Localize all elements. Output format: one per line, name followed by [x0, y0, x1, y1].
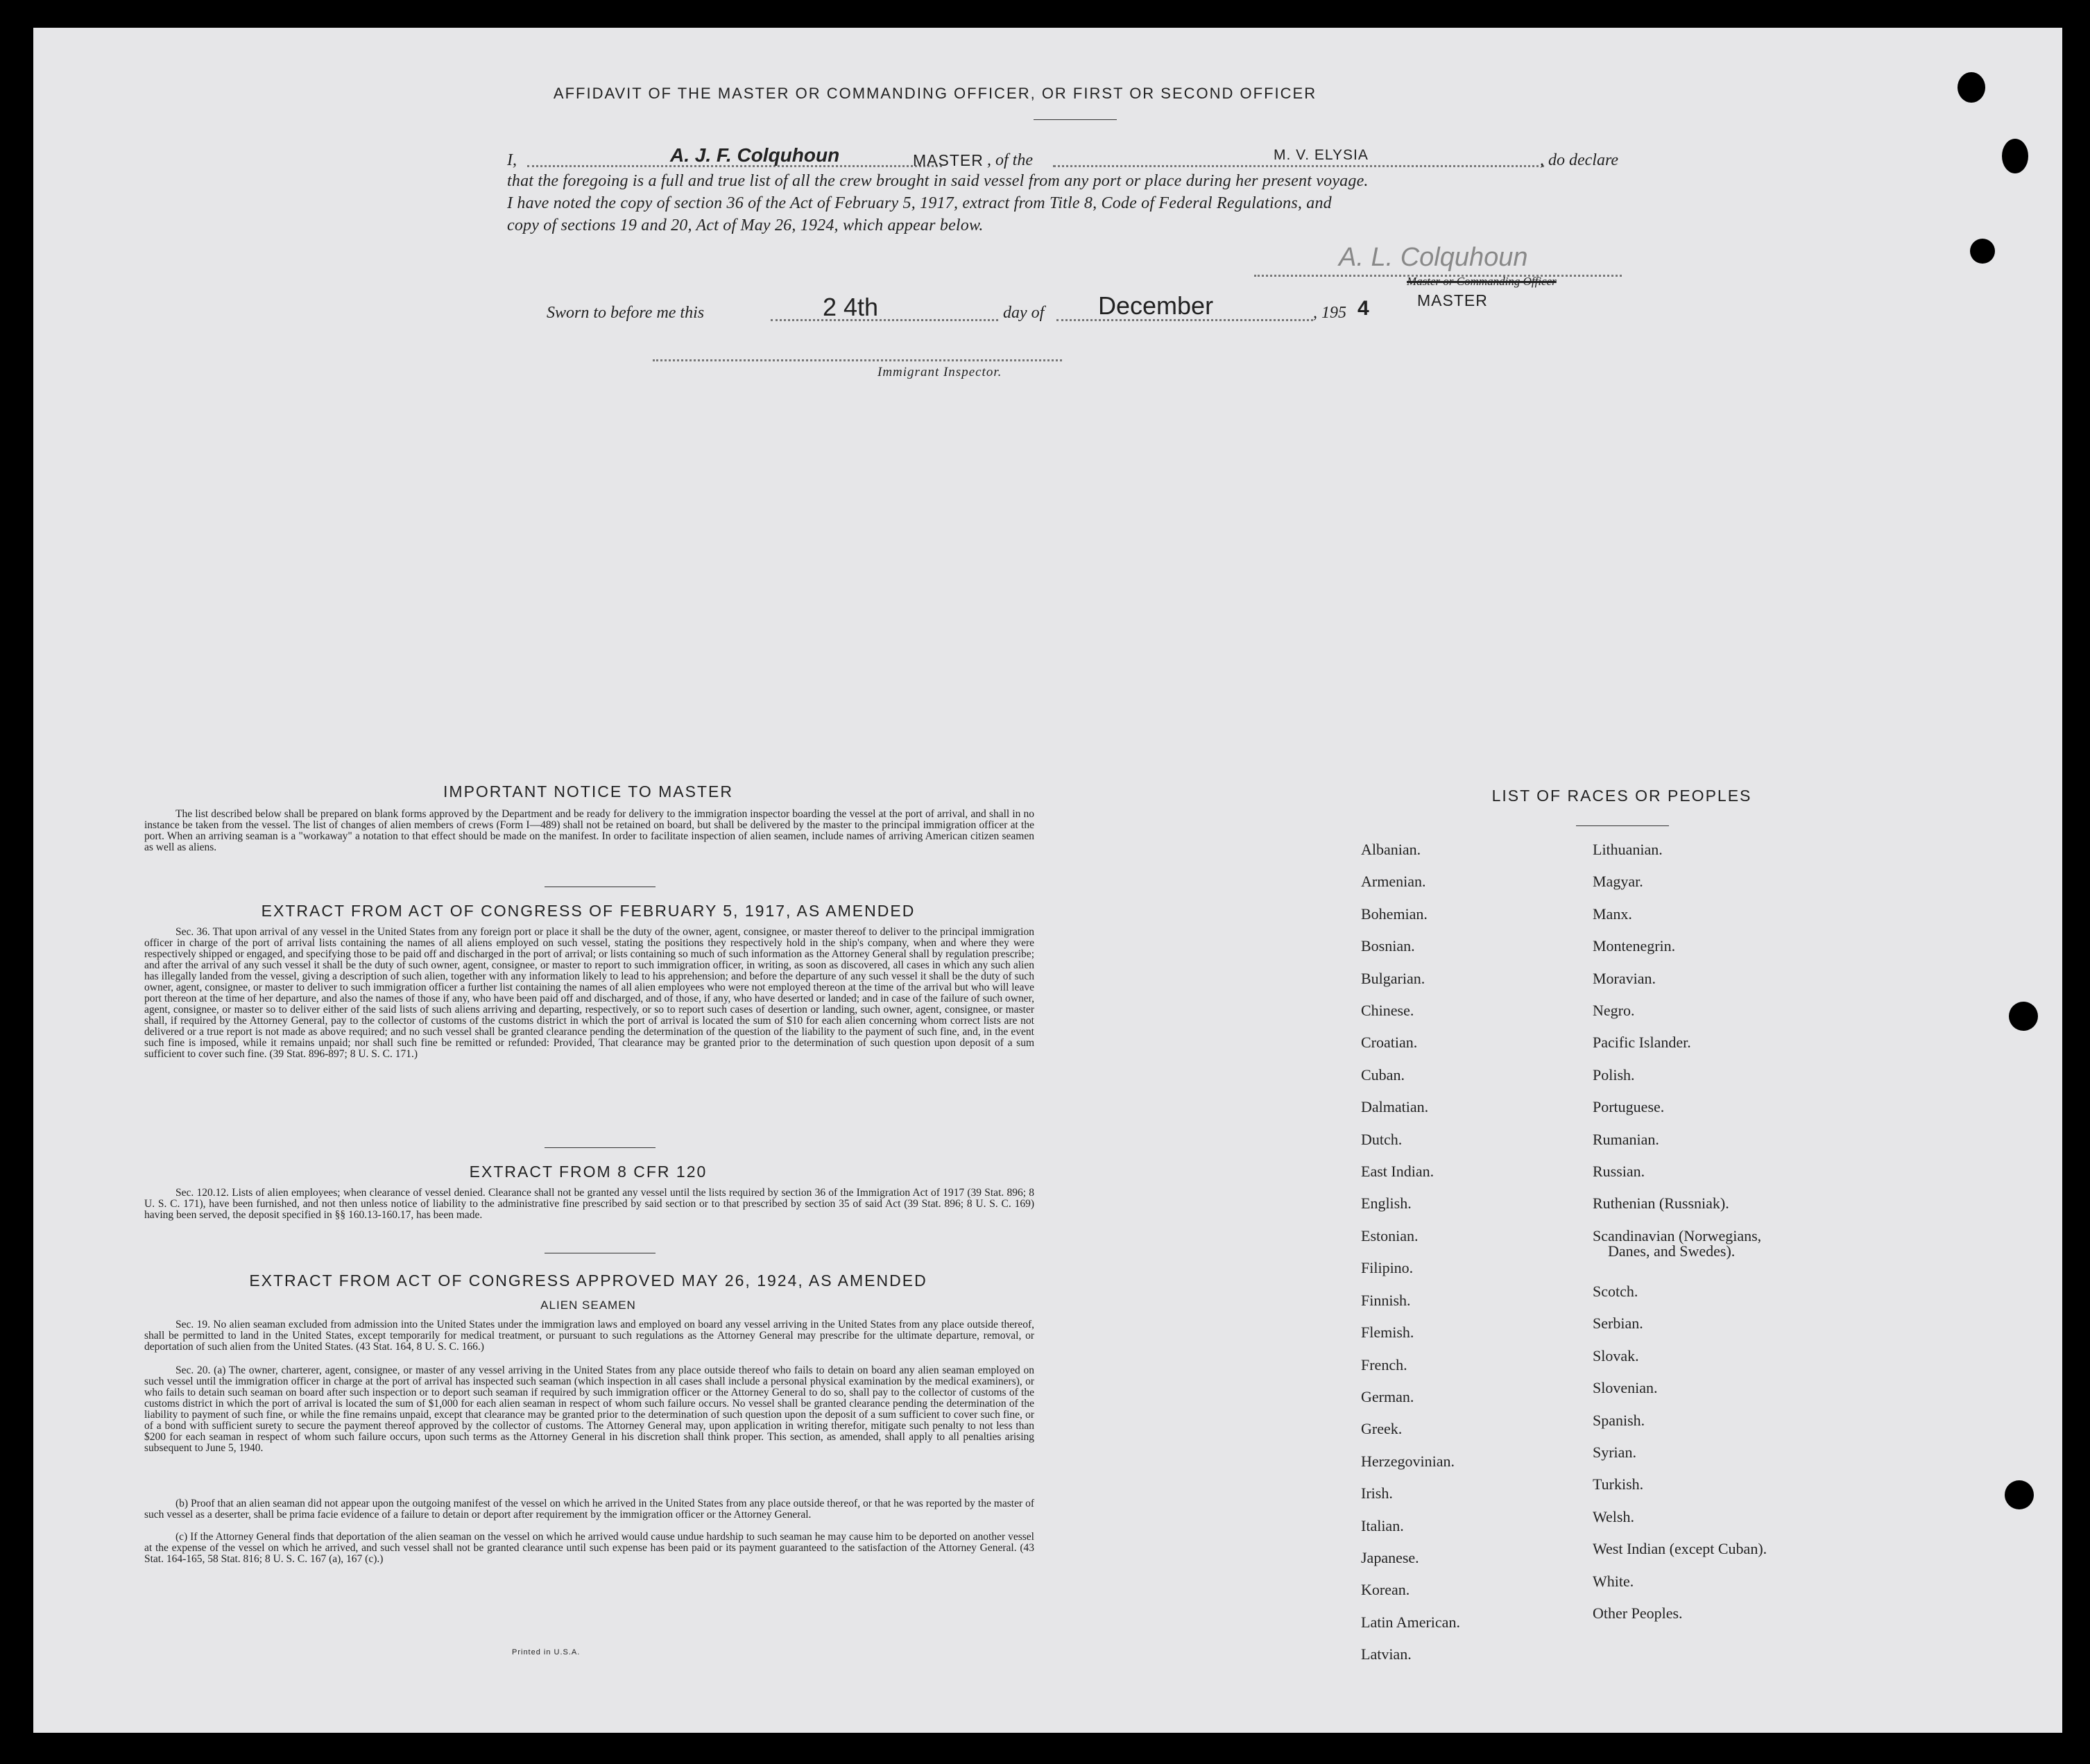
race-item: German.: [1361, 1387, 1414, 1405]
extract-1917-title: EXTRACT FROM ACT OF CONGRESS OF FEBRUARY 5, 1917, AS AMENDED: [261, 902, 916, 920]
race-item: Dalmatian.: [1361, 1098, 1429, 1116]
extract-cfr-body: Sec. 120.12. Lists of alien employees; when clearance of vessel denied. Clearance shall not be granted any vessel until the lists required by section 36 of the Immigration Act of 1917 (39 Stat. 896; 8 U. S. C. 171), have been furnished, and not then unless notice of liability to the administrative fine prescribed by said section or to that prescribed by section 35 of said Act (39 Stat. 896; 8 U. S. C. 169) having been served, the deposit specified in §§ 160.13-160.17, has been made.: [144, 1187, 1034, 1221]
race-item: French.: [1361, 1355, 1407, 1373]
race-item: Polish.: [1593, 1065, 1635, 1084]
race-item: Rumanian.: [1593, 1130, 1659, 1148]
affidavit-line-3: I have noted the copy of section 36 of the Act of February 5, 1917, extract from Title 8, Code of Federal Regulations, and: [507, 194, 1332, 212]
divider-2: [545, 1147, 656, 1148]
race-item: English.: [1361, 1194, 1412, 1213]
sworn-day: 2 4th: [823, 293, 879, 321]
extract-1924-sec20b: (b) Proof that an alien seaman did not appear upon the outgoing manifest of the vessel on which he arrived in the United States from any place outside thereof, or that he was reported by the master of such vessel as a deserter, shall be prima facie evidence of a failure to detain or deport after requirement by the immigration officer or the Attorney General.: [144, 1498, 1034, 1521]
race-item: Bohemian.: [1361, 905, 1428, 923]
race-item: Russian.: [1593, 1163, 1645, 1181]
year-prefix: , 195: [1313, 304, 1346, 322]
extract-1924-sec20c: (c) If the Attorney General finds that deportation of the alien seaman on the vessel on which he arrived would cause undue hardship to such seaman he may cause him to be deported on another vessel at the expense of the vessel on which he arrived, and such vessel shall not be granted clearance until such expense has been paid or its payment guaranteed to the satisfaction of the Attorney General. (43 Stat. 164-165, 58 Stat. 816; 8 U. S. C. 167 (a), 167 (c).): [144, 1531, 1034, 1565]
race-item: Korean.: [1361, 1581, 1410, 1599]
race-item: Latin American.: [1361, 1613, 1460, 1631]
extract-1924-subtitle: ALIEN SEAMEN: [540, 1299, 636, 1312]
affidavit-line-4: copy of sections 19 and 20, Act of May 26, 1924, which appear below.: [507, 216, 984, 234]
race-item: Montenegrin.: [1593, 937, 1676, 955]
affidavit-i-label: I,: [507, 151, 517, 169]
race-item: Pacific Islander.: [1593, 1034, 1691, 1052]
race-item: Slovak.: [1593, 1346, 1639, 1364]
race-item: Filipino.: [1361, 1259, 1414, 1277]
vessel-line: [1053, 165, 1544, 167]
race-item: Estonian.: [1361, 1226, 1419, 1244]
race-item: Slovenian.: [1593, 1379, 1658, 1397]
punch-hole-2: [2002, 139, 2028, 173]
master-name: A. J. F. Colquhoun: [670, 144, 840, 166]
year-suffix: 4: [1357, 297, 1369, 320]
master-signature: A. L. Colquhoun: [1339, 243, 1528, 272]
race-item: Japanese.: [1361, 1548, 1419, 1566]
rank-text: MASTER: [913, 151, 984, 169]
extract-cfr-title: EXTRACT FROM 8 CFR 120: [469, 1163, 708, 1181]
sworn-day-line: [771, 319, 998, 321]
notice-body: The list described below shall be prepared on blank forms approved by the Department and be ready for delivery to the immigration inspector boarding the vessel at the port of arrival, and shall in no instance be taken from the vessel. The list of changes of alien members of crews (Form I—489) shall not be retained on board, but shall be delivered by the master to the principal immigration officer at the port. When an arriving seaman is a "workaway" a notation to that effect should be made on the manifest. In order to facilitate inspection of alien seamen, include names of arriving American citizen seamen as well as aliens.: [144, 808, 1034, 853]
extract-1924-sec19: Sec. 19. No alien seaman excluded from admission into the United States under the immigration laws and employed on board any vessel arriving in the United States from any place outside thereof, shall be permitted to land in the United States, except temporarily for medical treatment, or pursuant to such regulations as the Attorney General may prescribe for the ultimate departure, removal, or deportation of such alien from the United States. (43 Stat. 164, 8 U. S. C. 166.): [144, 1319, 1034, 1353]
punch-hole-3: [1970, 239, 1995, 264]
race-item: Lithuanian.: [1593, 841, 1663, 858]
do-declare-label: , do declare: [1540, 151, 1619, 169]
race-item: Italian.: [1361, 1516, 1404, 1534]
race-item: Syrian.: [1593, 1443, 1636, 1461]
race-item: Other Peoples.: [1593, 1604, 1683, 1622]
race-item: East Indian.: [1361, 1163, 1434, 1181]
sworn-month: December: [1098, 291, 1214, 320]
printed-note: Printed in U.S.A.: [512, 1648, 581, 1656]
day-of-label: day of: [1003, 304, 1045, 322]
race-item: Latvian.: [1361, 1645, 1412, 1663]
race-item: Greek.: [1361, 1420, 1403, 1438]
affidavit-line-2: that the foregoing is a full and true list of all the crew brought in said vessel from any port or place during her present voyage.: [507, 172, 1369, 190]
race-item: Cuban.: [1361, 1065, 1405, 1084]
race-item: Spanish.: [1593, 1411, 1645, 1429]
race-item: Turkish.: [1593, 1475, 1644, 1493]
race-item: Dutch.: [1361, 1130, 1403, 1148]
race-item: Serbian.: [1593, 1315, 1643, 1333]
punch-hole-1: [1958, 72, 1985, 103]
extract-1917-body: Sec. 36. That upon arrival of any vessel in the United States from any foreign port or place it shall be the duty of the owner, agent, consignee, or master thereof to deliver to the principal immigration officer in charge of the port of arrival lists containing the names of all aliens employed on such vessel, stating the positions they respectively hold in the ship's company, when and where they were respectively shipped or engaged, and specifying those to be paid off and discharged in the port of arrival; or lists containing so much of such information as the Attorney General shall by regulation prescribe; and after the arrival of any such vessel it shall be the duty of such owner, agent, consignee, or master to report to such immigration officer, in writing, as soon as discovered, all cases in which any such alien has illegally landed from the vessel, giving a description of such alien, together with any information likely to lead to his apprehension; and before the departure of any such vessel it shall be the duty of such owner, agent, consignee, or master to deliver to such immigration officer a further list containing the names of all alien employees who were not employed thereon at the time of the arrival but who will leave port thereon at the time of her departure, and also the names of those if any, who have been paid off and discharged, and of those, if any, who have deserted or landed; and in case of the failure of such owner, agent, consignee, or master so to deliver either of the said lists of such aliens arriving and departing, respectively, or so to report such cases of desertion or landing, such owner, agent, consignee, or master shall, if required by the Attorney General, pay to the collector of customs of the customs district in which the port of arrival is located the sum of $10 for each alien concerning whom correct lists are not delivered or a true report is not made as above required; and no such vessel shall be granted clearance pending the determination of the question of the liability to the payment of such fine, and, in the event such fine is imposed, while it remains unpaid; nor shall such fine be remitted or refunded: Provided, That clearance may be granted prior to the determination of such question upon deposit of a sum sufficient to cover such fine. (39 Stat. 896-897; 8 U. S. C. 171.): [144, 926, 1034, 1060]
race-item: Scandinavian (Norwegians, Danes, and Swedes).: [1593, 1226, 1762, 1260]
races-divider: [1576, 825, 1669, 826]
race-item: White.: [1593, 1572, 1634, 1590]
race-item: West Indian (except Cuban).: [1593, 1540, 1767, 1558]
inspector-line: [653, 359, 1062, 361]
punch-hole-5: [2005, 1480, 2034, 1509]
race-item: Moravian.: [1593, 969, 1656, 987]
race-item: Bulgarian.: [1361, 969, 1425, 987]
races-title: LIST OF RACES OR PEOPLES: [1491, 787, 1752, 805]
races-column-1: [1361, 834, 1460, 1671]
race-item: Finnish.: [1361, 1291, 1411, 1309]
form-page: [33, 28, 2062, 1733]
race-item: Chinese.: [1361, 1002, 1414, 1020]
notice-title: IMPORTANT NOTICE TO MASTER: [443, 782, 733, 800]
extract-1924-sec20a: Sec. 20. (a) The owner, charterer, agent, consignee, or master of any vessel arriving in the United States from any place outside thereof who fails to detain on board any alien seaman employed on such vessel until the immigration officer in charge at the port of arrival has inspected such seaman (which inspection in all cases shall include a personal physical examination by the medical examiners), or who fails to detain such seaman on board after such inspection or to deport such seaman if required by such immigration officer or the Attorney General to do so, shall pay to the collector of customs of the customs district in which the port of arrival is located the sum of $1,000 for each alien seaman in respect of whom such failure occurs. No vessel shall be granted clearance pending the determination of the liability to payment of such fine, or while the fine remains unpaid, except that clearance may be granted prior to the determination of such question upon the deposit of a sum sufficient to cover such fine, or of a bond with sufficient surety to secure the payment thereof approved by the collector of customs. The Attorney General may, upon application in writing therefor, mitigate such penalty to not less than $200 for each seaman in respect of whom such failure occurs, upon such terms as the Attorney General in his discretion shall think proper. This section, as amended, shall apply to all penalties arising subsequent to June 5, 1940.: [144, 1364, 1034, 1454]
race-item: Portuguese.: [1593, 1098, 1665, 1116]
signature-caption: MASTER: [1417, 291, 1488, 309]
of-the-label: , of the: [987, 151, 1033, 169]
extract-1924-title: EXTRACT FROM ACT OF CONGRESS APPROVED MAY 26, 1924, AS AMENDED: [249, 1271, 927, 1290]
title-divider: [1034, 119, 1117, 120]
race-item: Bosnian.: [1361, 937, 1415, 955]
race-item: Manx.: [1593, 905, 1632, 923]
signature-caption-struck: Master or Commanding Officer: [1407, 275, 1557, 288]
race-item: Herzegovinian.: [1361, 1452, 1455, 1470]
vessel-name: M. V. ELYSIA: [1274, 147, 1369, 163]
affidavit-title: AFFIDAVIT OF THE MASTER OR COMMANDING OFFICER, OR FIRST OR SECOND OFFICER: [553, 85, 1317, 102]
race-item: Flemish.: [1361, 1324, 1414, 1342]
inspector-caption: Immigrant Inspector.: [877, 365, 1002, 379]
race-item: Irish.: [1361, 1484, 1393, 1502]
sworn-label: Sworn to before me this: [547, 304, 705, 322]
race-item: Albanian.: [1361, 841, 1421, 858]
race-item: Ruthenian (Russniak).: [1593, 1194, 1729, 1213]
punch-hole-4: [2009, 1002, 2038, 1031]
race-item: Negro.: [1593, 1002, 1635, 1020]
race-item: Welsh.: [1593, 1507, 1634, 1525]
races-column-2: [1593, 834, 1767, 1629]
race-item: Scotch.: [1593, 1282, 1638, 1300]
race-item: Magyar.: [1593, 873, 1643, 891]
race-item: Croatian.: [1361, 1034, 1418, 1052]
race-item: Armenian.: [1361, 873, 1426, 891]
